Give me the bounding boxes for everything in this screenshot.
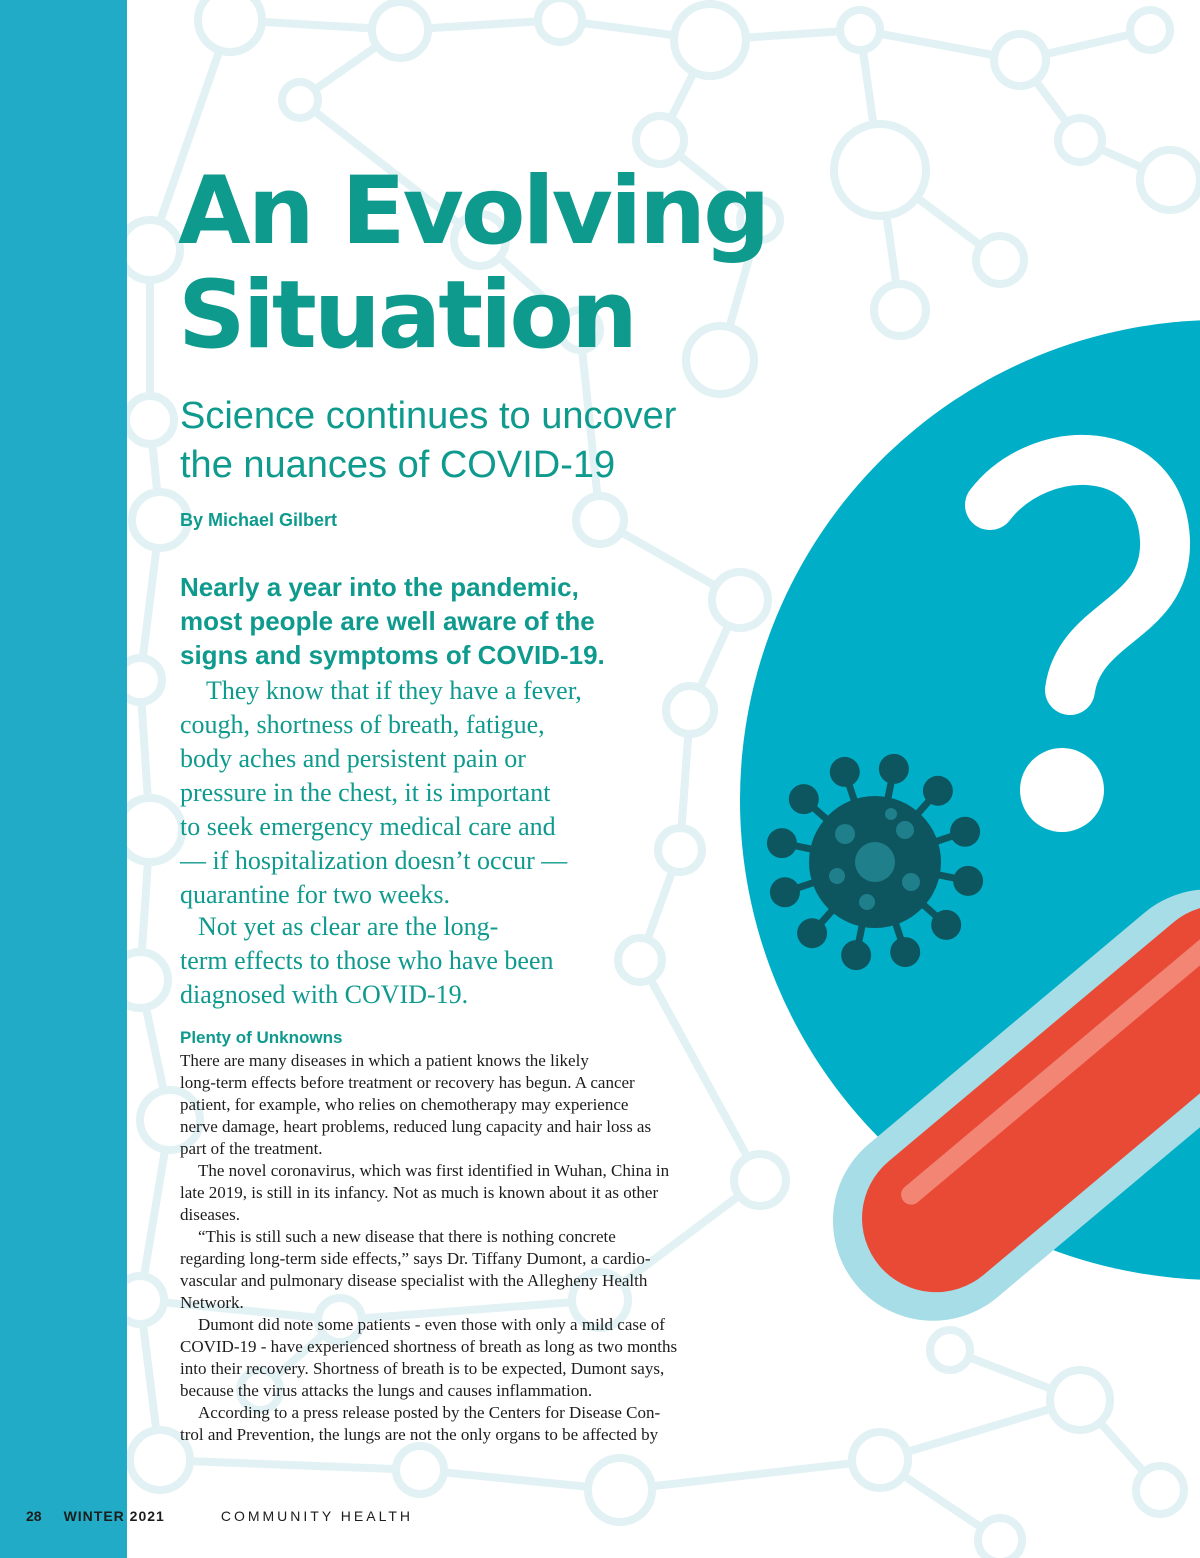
article-title-line: Situation [178, 261, 635, 370]
issue-label: WINTER 2021 [63, 1508, 165, 1524]
virus-spike-tip [923, 776, 953, 806]
body-line: long-term effects before treatment or recovery has begun. A cancer [180, 1073, 635, 1092]
body-line: vascular and pulmonary disease specialist with the Allegheny Health [180, 1271, 648, 1290]
section-heading: Plenty of Unknowns [180, 1028, 343, 1047]
body-paragraph [180, 1160, 760, 1226]
body-line: Network. [180, 1293, 244, 1312]
body-line: The novel coronavirus, which was first identified in Wuhan, China in [198, 1161, 670, 1180]
intro-line: They know that if they have a fever, [206, 676, 582, 705]
virus-spot [885, 808, 897, 820]
intro-line: — if hospitalization doesn’t occur — [180, 846, 568, 875]
body-line: patient, for example, who relies on chemotherapy may experience [180, 1095, 629, 1114]
virus-spot [896, 821, 914, 839]
lede-paragraph [180, 570, 700, 672]
body-line: There are many diseases in which a patient knows the likely [180, 1051, 589, 1070]
article-title [178, 157, 818, 370]
body-paragraph [180, 1314, 760, 1402]
virus-spike-tip [841, 940, 871, 970]
intro-line: Not yet as clear are the long- [198, 912, 499, 941]
body-text [180, 1050, 760, 1446]
body-paragraph [180, 1050, 760, 1160]
intro-line: diagnosed with COVID-19. [180, 980, 469, 1009]
virus-spike-tip [789, 784, 819, 814]
lede-line: signs and symptoms of COVID-19. [180, 640, 605, 670]
body-line: Dumont did note some patients - even those with only a mild case of [198, 1315, 665, 1334]
virus-spot [829, 868, 845, 884]
body-line: because the virus attacks the lungs and causes inflammation. [180, 1381, 593, 1400]
body-line: According to a press release posted by the Centers for Disease Con- [198, 1403, 661, 1422]
page-number: 28 [26, 1508, 42, 1524]
body-paragraph [180, 1226, 760, 1314]
subtitle-line: Science continues to uncover [180, 395, 677, 437]
virus-spike-tip [797, 918, 827, 948]
virus-spike-tip [830, 757, 860, 787]
virus-spike-tip [890, 937, 920, 967]
publication-name: COMMUNITY HEALTH [220, 1508, 413, 1524]
byline: By Michael Gilbert [180, 510, 338, 530]
page-footer [26, 1508, 413, 1526]
article-subtitle [180, 392, 780, 490]
virus-spike-tip [950, 817, 980, 847]
body-line: trol and Prevention, the lungs are not the only organs to be affected by [180, 1425, 659, 1444]
virus-spot [835, 824, 855, 844]
body-line: late 2019, is still in its infancy. Not as much is known about it as other [180, 1183, 659, 1202]
subtitle-line: the nuances of COVID-19 [180, 444, 616, 486]
body-line: regarding long-term side effects,” says Dr. Tiffany Dumont, a cardio- [180, 1249, 651, 1268]
lede-line: most people are well aware of the [180, 606, 595, 636]
body-line: diseases. [180, 1205, 240, 1224]
intro-line: pressure in the chest, it is important [180, 778, 551, 807]
intro-paragraph [180, 910, 700, 1012]
intro-line: quarantine for two weeks. [180, 880, 451, 909]
intro-paragraph [180, 674, 700, 912]
intro-line: term effects to those who have been [180, 946, 554, 975]
virus-spike-tip [953, 866, 983, 896]
body-line: COVID-19 - have experienced shortness of breath as long as two months [180, 1337, 678, 1356]
body-line: part of the treatment. [180, 1139, 323, 1158]
virus-spike-tip [931, 910, 961, 940]
virus-spot [902, 873, 920, 891]
virus-spike-tip [770, 877, 800, 907]
body-paragraph [180, 1402, 760, 1446]
virus-spike-tip [767, 828, 797, 858]
virus-spike-tip [879, 754, 909, 784]
virus-spot [855, 842, 895, 882]
lede-line: Nearly a year into the pandemic, [180, 572, 579, 602]
intro-line: body aches and persistent pain or [180, 744, 526, 773]
intro-line: to seek emergency medical care and [180, 812, 556, 841]
article-title-line: An Evolving [178, 157, 768, 266]
body-line: nerve damage, heart problems, reduced lung capacity and hair loss as [180, 1117, 652, 1136]
body-line: “This is still such a new disease that there is nothing concrete [198, 1227, 616, 1246]
intro-line: cough, shortness of breath, fatigue, [180, 710, 545, 739]
body-line: into their recovery. Shortness of breath is to be expected, Dumont says, [180, 1359, 665, 1378]
virus-spot [859, 894, 875, 910]
